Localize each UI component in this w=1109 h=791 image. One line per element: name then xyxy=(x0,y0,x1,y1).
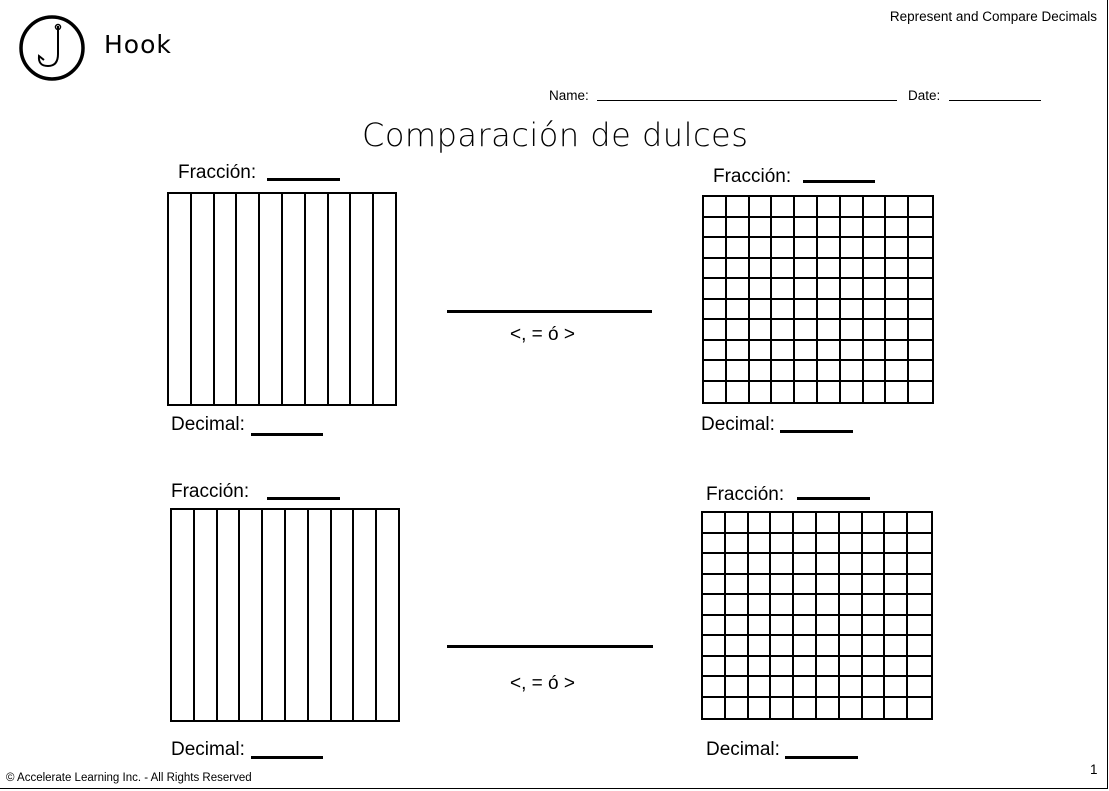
grid-cell xyxy=(909,361,932,382)
grid-cell xyxy=(749,636,772,657)
grid-cell xyxy=(750,300,773,321)
grid-cell xyxy=(726,698,749,719)
grid-cell xyxy=(750,320,773,341)
grid-cell xyxy=(703,575,726,596)
grid-cell xyxy=(727,259,750,280)
decimal-label-row1-right: Decimal: xyxy=(701,414,775,435)
grid-cell xyxy=(704,238,727,259)
grid-cell xyxy=(750,382,773,403)
grid-cell xyxy=(909,382,932,403)
grid-cell xyxy=(840,595,863,616)
fraction-blank-row2-right[interactable] xyxy=(797,497,870,500)
grid-cell xyxy=(795,197,818,218)
grid-cell xyxy=(703,513,726,534)
grid-cell xyxy=(908,698,931,719)
grid-cell xyxy=(840,677,863,698)
grid-cell xyxy=(818,341,841,362)
grid-cell xyxy=(772,300,795,321)
grid-cell xyxy=(886,259,909,280)
grid-cell xyxy=(795,238,818,259)
grid-cell xyxy=(749,677,772,698)
grid-cell xyxy=(886,279,909,300)
grid-cell xyxy=(727,300,750,321)
fraction-blank-row2-left[interactable] xyxy=(267,497,340,500)
grid-cell xyxy=(771,595,794,616)
grid-cell xyxy=(794,698,817,719)
grid-cell xyxy=(750,259,773,280)
grid-cell xyxy=(863,575,886,596)
grid-cell xyxy=(704,218,727,239)
grid-cell xyxy=(749,513,772,534)
grid-cell xyxy=(703,636,726,657)
grid-cell xyxy=(840,657,863,678)
fraction-blank-row1-right[interactable] xyxy=(803,180,875,183)
grid-cell xyxy=(818,300,841,321)
grid-cell xyxy=(909,341,932,362)
grid-cell xyxy=(864,382,887,403)
date-label: Date: xyxy=(908,88,941,103)
grid-cell xyxy=(772,341,795,362)
compare-hint-row2: <, = ó > xyxy=(510,673,575,694)
grid-cell xyxy=(818,259,841,280)
grid-cell xyxy=(771,616,794,637)
fraction-blank-row1-left[interactable] xyxy=(267,178,340,181)
grid-cell xyxy=(840,636,863,657)
grid-cell xyxy=(908,616,931,637)
grid-cell xyxy=(886,218,909,239)
decimal-label-row2-right: Decimal: xyxy=(706,739,780,760)
grid-cell xyxy=(817,698,840,719)
grid-cell xyxy=(703,677,726,698)
grid-cell xyxy=(794,513,817,534)
grid-cell xyxy=(704,341,727,362)
grid-cell xyxy=(863,698,886,719)
grid-cell xyxy=(885,698,908,719)
grid-cell xyxy=(771,554,794,575)
grid-cell xyxy=(840,575,863,596)
grid-cell xyxy=(864,320,887,341)
grid-cell xyxy=(795,320,818,341)
grid-cell xyxy=(726,677,749,698)
decimal-blank-row2-right[interactable] xyxy=(785,756,858,759)
grid-cell xyxy=(908,534,931,555)
grid-cell xyxy=(886,320,909,341)
grid-cell xyxy=(818,238,841,259)
grid-cell xyxy=(864,279,887,300)
grid-cell xyxy=(795,361,818,382)
date-field[interactable] xyxy=(949,100,1041,101)
grid-cell xyxy=(704,197,727,218)
decimal-blank-row2-left[interactable] xyxy=(251,756,323,759)
grid-cell xyxy=(772,279,795,300)
grid-cell xyxy=(817,616,840,637)
grid-cell xyxy=(703,554,726,575)
grid-cell xyxy=(817,636,840,657)
grid-cell xyxy=(864,300,887,321)
grid-cell xyxy=(841,361,864,382)
grid-cell xyxy=(886,197,909,218)
grid-cell xyxy=(704,320,727,341)
grid-cell xyxy=(771,698,794,719)
grid-cell xyxy=(909,238,932,259)
grid-cell xyxy=(750,361,773,382)
grid-cell xyxy=(771,513,794,534)
compare-hint-row1: <, = ó > xyxy=(510,324,575,345)
grid-cell xyxy=(908,677,931,698)
grid-cell xyxy=(909,320,932,341)
grid-cell xyxy=(750,279,773,300)
grid-cell xyxy=(795,300,818,321)
grid-cell xyxy=(750,238,773,259)
grid-cell xyxy=(908,636,931,657)
grid-cell xyxy=(909,259,932,280)
grid-cell xyxy=(817,554,840,575)
grid-cell xyxy=(750,218,773,239)
grid-cell xyxy=(841,320,864,341)
grid-cell xyxy=(864,197,887,218)
grid-cell xyxy=(817,513,840,534)
grid-cell xyxy=(886,238,909,259)
grid-cell xyxy=(908,575,931,596)
grid-cell xyxy=(727,320,750,341)
section-label: Hook xyxy=(104,30,172,59)
grid-cell xyxy=(885,554,908,575)
grid-cell xyxy=(864,259,887,280)
grid-cell xyxy=(886,300,909,321)
grid-cell xyxy=(704,259,727,280)
grid-cell xyxy=(750,341,773,362)
grid-cell xyxy=(885,534,908,555)
grid-cell xyxy=(772,218,795,239)
grid-cell xyxy=(727,361,750,382)
grid-cell xyxy=(818,197,841,218)
grid-cell xyxy=(704,361,727,382)
grid-cell xyxy=(863,616,886,637)
grid-cell xyxy=(840,616,863,637)
grid-cell xyxy=(726,554,749,575)
grid-cell xyxy=(909,218,932,239)
hook-logo-icon xyxy=(18,14,86,82)
grid-cell xyxy=(818,382,841,403)
grid-cell xyxy=(726,575,749,596)
grid-cell xyxy=(818,218,841,239)
grid-cell xyxy=(863,595,886,616)
grid-cell xyxy=(885,595,908,616)
grid-cell xyxy=(817,677,840,698)
grid-cell xyxy=(908,595,931,616)
tenths-model-row1 xyxy=(167,192,397,406)
grid-cell xyxy=(885,657,908,678)
grid-cell xyxy=(840,698,863,719)
grid-cell xyxy=(840,534,863,555)
grid-cell xyxy=(909,300,932,321)
grid-cell xyxy=(886,341,909,362)
grid-cell xyxy=(727,279,750,300)
grid-cell xyxy=(749,534,772,555)
grid-cell xyxy=(794,554,817,575)
grid-cell xyxy=(727,218,750,239)
grid-cell xyxy=(772,238,795,259)
grid-cell xyxy=(886,382,909,403)
grid-cell xyxy=(795,341,818,362)
grid-cell xyxy=(908,513,931,534)
fraction-label-row2-right: Fracción: xyxy=(706,484,785,505)
grid-cell xyxy=(727,197,750,218)
grid-cell xyxy=(772,320,795,341)
grid-cell xyxy=(794,595,817,616)
grid-cell xyxy=(704,279,727,300)
grid-cell xyxy=(726,595,749,616)
grid-cell xyxy=(817,595,840,616)
copyright-footer: © Accelerate Learning Inc. - All Rights Reserved xyxy=(6,772,252,784)
grid-cell xyxy=(863,657,886,678)
fraction-label-row1-left: Fracción: xyxy=(178,162,257,183)
grid-cell xyxy=(885,677,908,698)
grid-cell xyxy=(771,677,794,698)
grid-cell xyxy=(909,197,932,218)
grid-cell xyxy=(771,636,794,657)
grid-cell xyxy=(885,513,908,534)
grid-cell xyxy=(909,279,932,300)
grid-cell xyxy=(818,320,841,341)
grid-cell xyxy=(726,636,749,657)
grid-cell xyxy=(863,513,886,534)
grid-cell xyxy=(864,238,887,259)
grid-cell xyxy=(863,636,886,657)
grid-cell xyxy=(885,636,908,657)
hundredths-grid-row2 xyxy=(701,511,933,720)
page-number: 1 xyxy=(1090,762,1098,777)
grid-cell xyxy=(726,657,749,678)
grid-cell xyxy=(818,361,841,382)
grid-cell xyxy=(795,382,818,403)
grid-cell xyxy=(726,616,749,637)
fraction-label-row2-left: Fracción: xyxy=(171,481,250,502)
grid-cell xyxy=(703,534,726,555)
grid-cell xyxy=(749,595,772,616)
grid-cell xyxy=(863,554,886,575)
grid-cell xyxy=(772,382,795,403)
grid-cell xyxy=(795,279,818,300)
grid-cell xyxy=(726,513,749,534)
page-title: Comparación de dulces xyxy=(362,116,749,154)
grid-cell xyxy=(794,677,817,698)
name-field[interactable] xyxy=(597,100,897,101)
grid-cell xyxy=(703,595,726,616)
grid-cell xyxy=(818,279,841,300)
grid-cell xyxy=(841,259,864,280)
grid-cell xyxy=(841,300,864,321)
decimal-blank-row1-left[interactable] xyxy=(251,433,323,436)
grid-cell xyxy=(863,534,886,555)
grid-cell xyxy=(704,382,727,403)
decimal-label-row2-left: Decimal: xyxy=(171,739,245,760)
grid-cell xyxy=(772,361,795,382)
grid-cell xyxy=(841,382,864,403)
grid-cell xyxy=(749,554,772,575)
grid-cell xyxy=(864,341,887,362)
grid-cell xyxy=(840,513,863,534)
grid-cell xyxy=(864,361,887,382)
grid-cell xyxy=(841,341,864,362)
grid-cell xyxy=(841,197,864,218)
grid-cell xyxy=(750,197,773,218)
grid-cell xyxy=(726,534,749,555)
grid-cell xyxy=(817,534,840,555)
grid-cell xyxy=(704,300,727,321)
grid-cell xyxy=(863,677,886,698)
grid-cell xyxy=(817,657,840,678)
compare-blank-row1[interactable] xyxy=(447,310,652,313)
grid-cell xyxy=(772,259,795,280)
grid-cell xyxy=(749,616,772,637)
decimal-label-row1-left: Decimal: xyxy=(171,414,245,435)
grid-cell xyxy=(794,575,817,596)
grid-cell xyxy=(886,361,909,382)
grid-cell xyxy=(771,534,794,555)
fraction-label-row1-right: Fracción: xyxy=(713,166,792,187)
grid-cell xyxy=(771,657,794,678)
document-title: Represent and Compare Decimals xyxy=(889,9,1097,24)
grid-cell xyxy=(795,259,818,280)
grid-cell xyxy=(794,657,817,678)
grid-cell xyxy=(794,616,817,637)
grid-cell xyxy=(841,238,864,259)
grid-cell xyxy=(794,534,817,555)
grid-cell xyxy=(727,341,750,362)
grid-cell xyxy=(794,636,817,657)
grid-cell xyxy=(703,616,726,637)
tenths-model-row2 xyxy=(170,508,400,722)
grid-cell xyxy=(772,197,795,218)
grid-cell xyxy=(749,575,772,596)
hundredths-grid-row1 xyxy=(702,195,934,404)
grid-cell xyxy=(703,657,726,678)
grid-cell xyxy=(795,218,818,239)
grid-cell xyxy=(885,616,908,637)
grid-cell xyxy=(841,279,864,300)
compare-blank-row2[interactable] xyxy=(447,645,653,648)
decimal-blank-row1-right[interactable] xyxy=(780,430,853,433)
grid-cell xyxy=(703,698,726,719)
grid-cell xyxy=(727,382,750,403)
grid-cell xyxy=(749,657,772,678)
grid-cell xyxy=(885,575,908,596)
grid-cell xyxy=(771,575,794,596)
grid-cell xyxy=(840,554,863,575)
grid-cell xyxy=(908,657,931,678)
grid-cell xyxy=(864,218,887,239)
grid-cell xyxy=(841,218,864,239)
grid-cell xyxy=(908,554,931,575)
grid-cell xyxy=(727,238,750,259)
grid-cell xyxy=(749,698,772,719)
name-label: Name: xyxy=(549,88,589,103)
grid-cell xyxy=(817,575,840,596)
